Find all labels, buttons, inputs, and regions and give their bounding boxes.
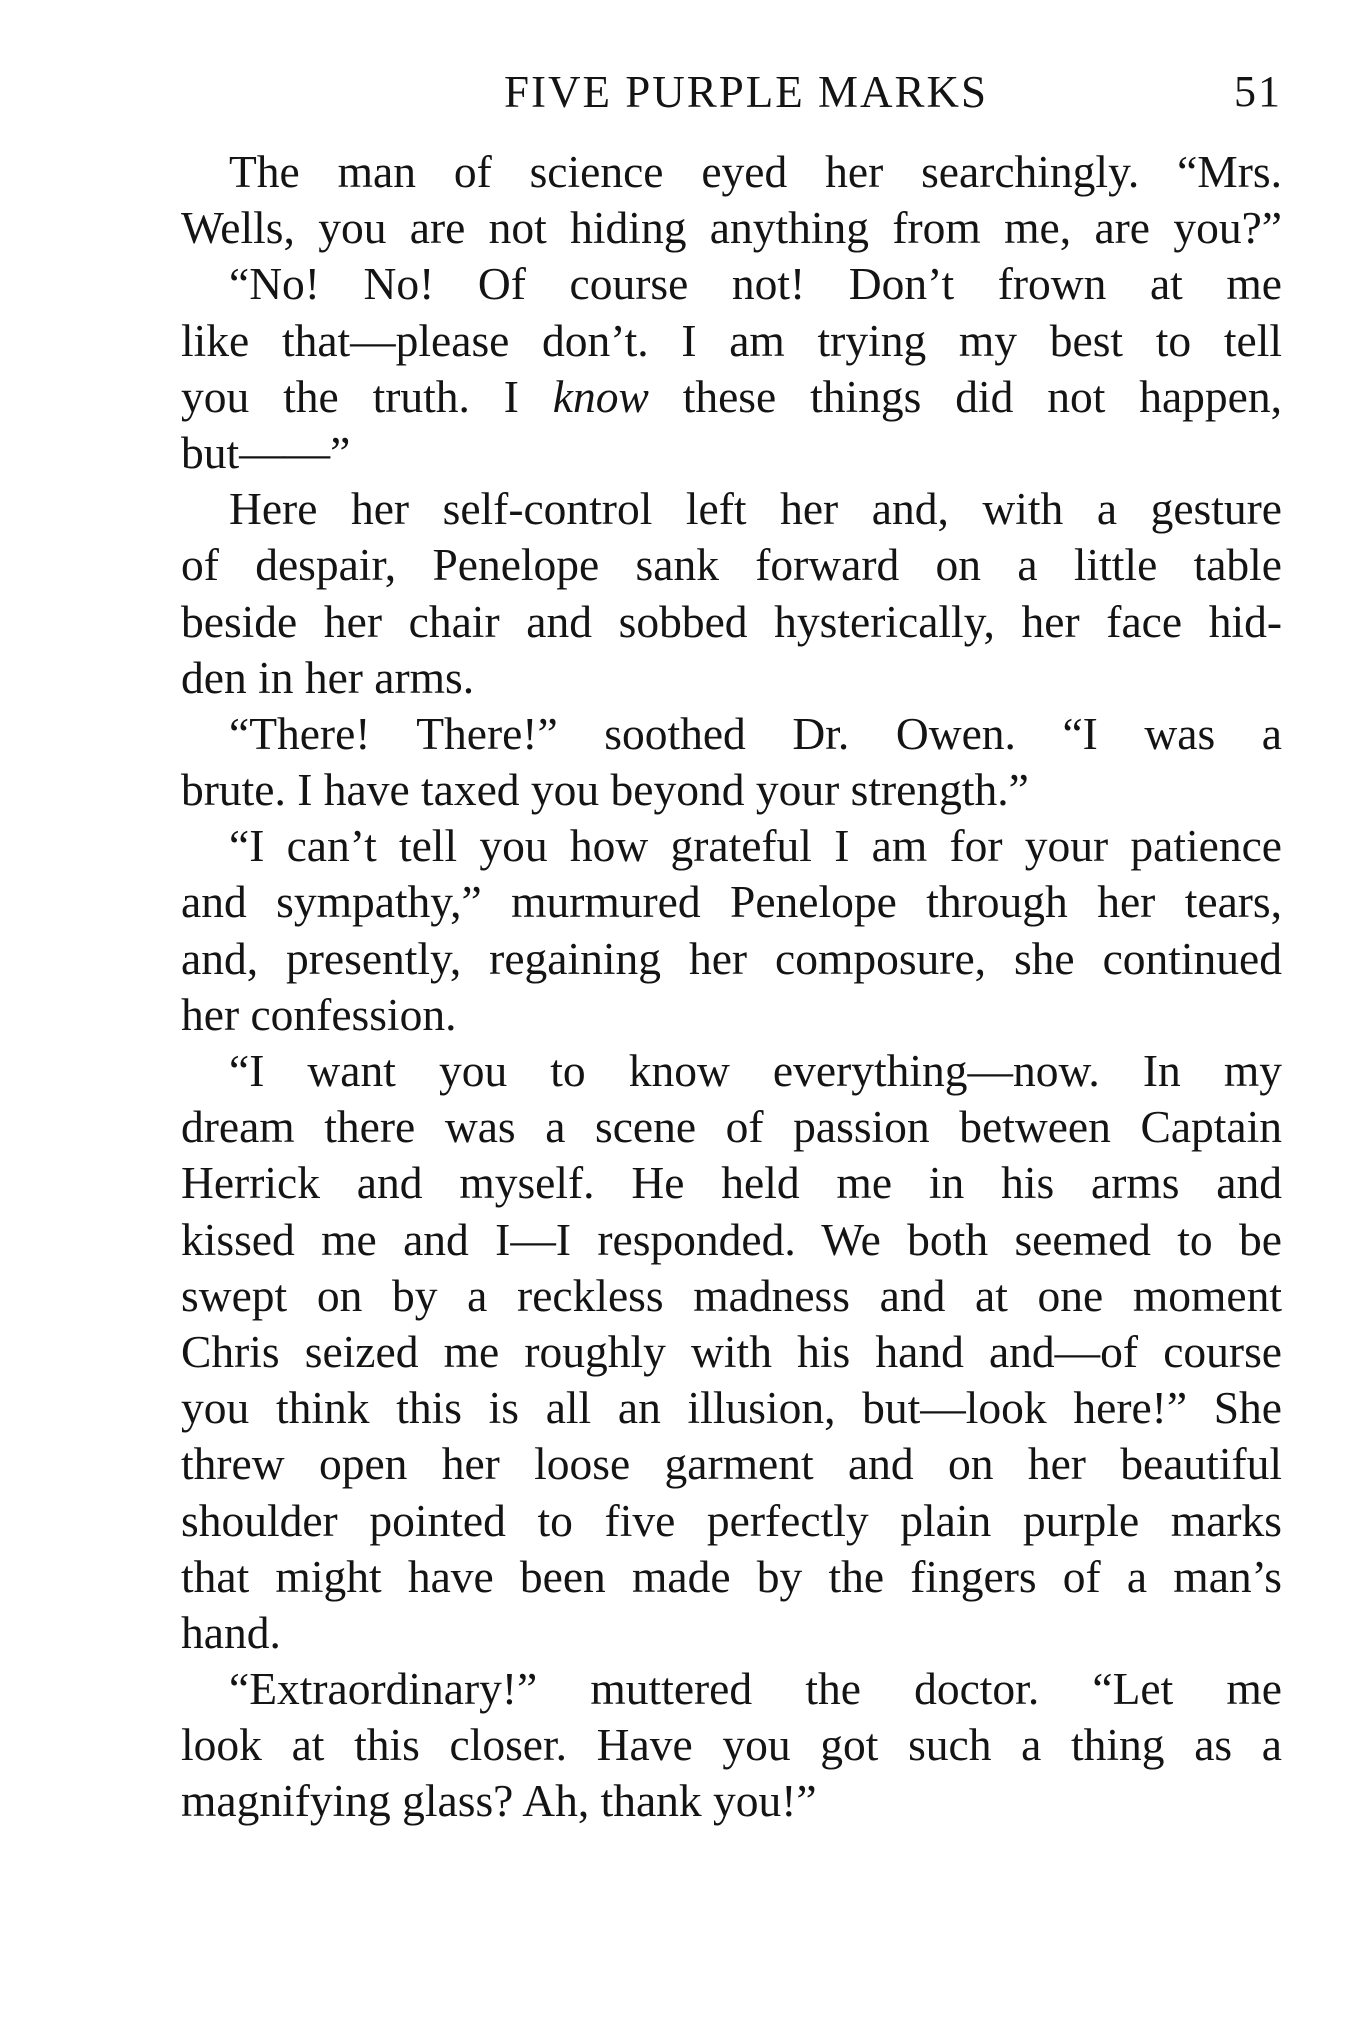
text-line: “There! There!” soothed Dr. Owen. “I was a: [229, 707, 1282, 759]
text-line: “I can’t tell you how grateful I am for your patience: [229, 820, 1282, 872]
text-line: but——”: [181, 426, 351, 478]
text-line: “I want you to know everything—now. In my: [229, 1045, 1282, 1096]
text-line: her confession.: [181, 988, 457, 1040]
text-line: swept on by a reckless madness and at one moment: [181, 1269, 1282, 1321]
text-line: and, presently, regaining her composure, she continued: [181, 932, 1282, 984]
text-line: “No! No! Of course not! Don’t frown at me: [229, 258, 1282, 310]
text-line: “Extraordinary!” muttered the doctor. “Let me: [229, 1663, 1282, 1715]
text-line: brute. I have taxed you beyond your strength.”: [181, 764, 1029, 816]
running-header: [180, 62, 1282, 122]
text-line: like that—please don’t. I am trying my best to tell: [181, 314, 1282, 366]
text-line: shoulder pointed to five perfectly plain purple marks: [181, 1494, 1282, 1546]
text-span: you the truth. I: [181, 370, 553, 422]
body-text: [181, 144, 1282, 1830]
text-line: Chris seized me roughly with his hand and—of course: [181, 1325, 1282, 1377]
text-line: kissed me and I—I responded. We both seemed to be: [181, 1213, 1282, 1265]
text-line: Herrick and myself. He held me in his arms and: [181, 1157, 1282, 1209]
text-line: hand.: [181, 1606, 281, 1658]
text-line: beside her chair and sobbed hysterically, her face hid-: [181, 595, 1282, 647]
text-span: these things did not happen,: [648, 370, 1282, 422]
text-line: threw open her loose garment and on her beautiful: [181, 1438, 1282, 1490]
text-line: [181, 369, 1282, 425]
text-line: and sympathy,” murmured Penelope through her tears,: [181, 876, 1282, 928]
text-line: look at this closer. Have you got such a thing as a: [181, 1719, 1282, 1771]
text-line: Here her self-control left her and, with a gesture: [229, 483, 1282, 535]
text-line: Wells, you are not hiding anything from me, are you?”: [181, 202, 1282, 254]
text-line: The man of science eyed her searchingly. “Mrs.: [229, 146, 1282, 197]
text-line: den in her arms.: [181, 651, 475, 703]
running-title: FIVE PURPLE MARKS: [503, 67, 989, 117]
text-line: dream there was a scene of passion between Captain: [181, 1101, 1282, 1153]
italic-emphasis: know: [552, 370, 649, 422]
page-number: 51: [1234, 67, 1282, 116]
text-line: you think this is all an illusion, but—look here!” She: [181, 1382, 1282, 1434]
text-line: of despair, Penelope sank forward on a little table: [181, 539, 1282, 591]
text-line: magnifying glass? Ah, thank you!”: [181, 1775, 817, 1827]
text-line: that might have been made by the fingers of a man’s: [181, 1550, 1282, 1602]
